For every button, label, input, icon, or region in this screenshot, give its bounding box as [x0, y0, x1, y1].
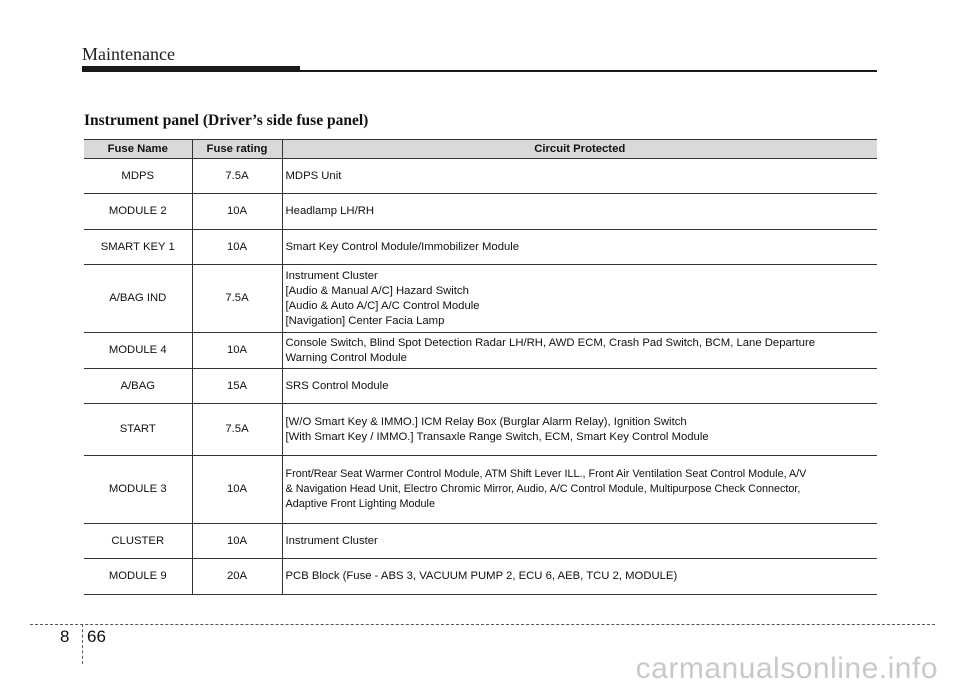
circuit-line: [With Smart Key / IMMO.] Transaxle Range Switch, ECM, Smart Key Control Module [285, 430, 709, 443]
column-header-circuit-protected: Circuit Protected [282, 140, 877, 159]
circuit-protected [282, 404, 877, 456]
fuse-rating: 7.5A [192, 159, 282, 194]
fuse-name: A/BAG IND [84, 265, 192, 333]
fuse-name: MODULE 4 [84, 333, 192, 369]
watermark: carmanualsonline.info [635, 652, 938, 685]
table-row [84, 404, 877, 456]
circuit-protected [282, 456, 877, 524]
circuit-line: & Navigation Head Unit, Electro Chromic Mirror, Audio, A/C Control Module, Multipurpose Check Connector, [285, 483, 801, 495]
circuit-line: Instrument Cluster [285, 534, 378, 547]
circuit-line: Warning Control Module [285, 351, 407, 364]
table-row [84, 230, 877, 265]
circuit-line: Console Switch, Blind Spot Detection Radar LH/RH, AWD ECM, Crash Pad Switch, BCM, Lane Departure [285, 336, 815, 349]
circuit-line: [Audio & Manual A/C] Hazard Switch [285, 284, 469, 297]
table-row [84, 524, 877, 559]
page-number-divider [82, 624, 83, 664]
circuit-protected [282, 159, 877, 194]
circuit-line: [Navigation] Center Facia Lamp [285, 314, 445, 327]
table-row [84, 559, 877, 595]
table-row [84, 265, 877, 333]
circuit-protected [282, 369, 877, 404]
fuse-rating: 10A [192, 456, 282, 524]
circuit-line: [W/O Smart Key & IMMO.] ICM Relay Box (Burglar Alarm Relay), Ignition Switch [285, 415, 687, 428]
column-header-fuse-name: Fuse Name [84, 140, 192, 159]
fuse-name: MODULE 3 [84, 456, 192, 524]
circuit-line: Instrument Cluster [285, 269, 378, 282]
table-header-row [84, 140, 877, 159]
circuit-line: SRS Control Module [285, 379, 389, 392]
header-rule [300, 70, 877, 72]
column-header-fuse-rating: Fuse rating [192, 140, 282, 159]
page-number: 66 [87, 627, 106, 646]
circuit-protected [282, 265, 877, 333]
fuse-rating: 20A [192, 559, 282, 595]
fuse-name: CLUSTER [84, 524, 192, 559]
footer-divider [30, 624, 935, 625]
circuit-line: Adaptive Front Lighting Module [285, 498, 435, 510]
fuse-name: MODULE 2 [84, 194, 192, 230]
section-title: Maintenance [82, 44, 175, 64]
table-row [84, 369, 877, 404]
panel-title: Instrument panel (Driver’s side fuse panel) [84, 112, 369, 129]
circuit-line: MDPS Unit [285, 169, 342, 182]
fuse-rating: 15A [192, 369, 282, 404]
table-row [84, 159, 877, 194]
fuse-name: MODULE 9 [84, 559, 192, 595]
fuse-name: MDPS [84, 159, 192, 194]
fuse-rating: 7.5A [192, 265, 282, 333]
circuit-protected [282, 524, 877, 559]
fuse-rating: 10A [192, 333, 282, 369]
table-row [84, 194, 877, 230]
circuit-protected [282, 333, 877, 369]
circuit-line: PCB Block (Fuse - ABS 3, VACUUM PUMP 2, ECU 6, AEB, TCU 2, MODULE) [285, 570, 678, 582]
circuit-line: Smart Key Control Module/Immobilizer Module [285, 240, 520, 253]
circuit-protected [282, 559, 877, 595]
circuit-line: Front/Rear Seat Warmer Control Module, ATM Shift Lever ILL., Front Air Ventilation Seat Control Module, A/V [285, 468, 807, 480]
table-row [84, 456, 877, 524]
fuse-name: A/BAG [84, 369, 192, 404]
fuse-rating: 10A [192, 230, 282, 265]
circuit-line: [Audio & Auto A/C] A/C Control Module [285, 299, 480, 312]
circuit-protected [282, 194, 877, 230]
fuse-rating: 7.5A [192, 404, 282, 456]
fuse-name: SMART KEY 1 [84, 230, 192, 265]
circuit-protected [282, 230, 877, 265]
fuse-name: START [84, 404, 192, 456]
circuit-line: Headlamp LH/RH [285, 205, 375, 217]
table-row [84, 333, 877, 369]
fuse-rating: 10A [192, 524, 282, 559]
chapter-number: 8 [60, 627, 70, 646]
fuse-table [84, 139, 877, 595]
header-bar [82, 66, 300, 72]
fuse-rating: 10A [192, 194, 282, 230]
